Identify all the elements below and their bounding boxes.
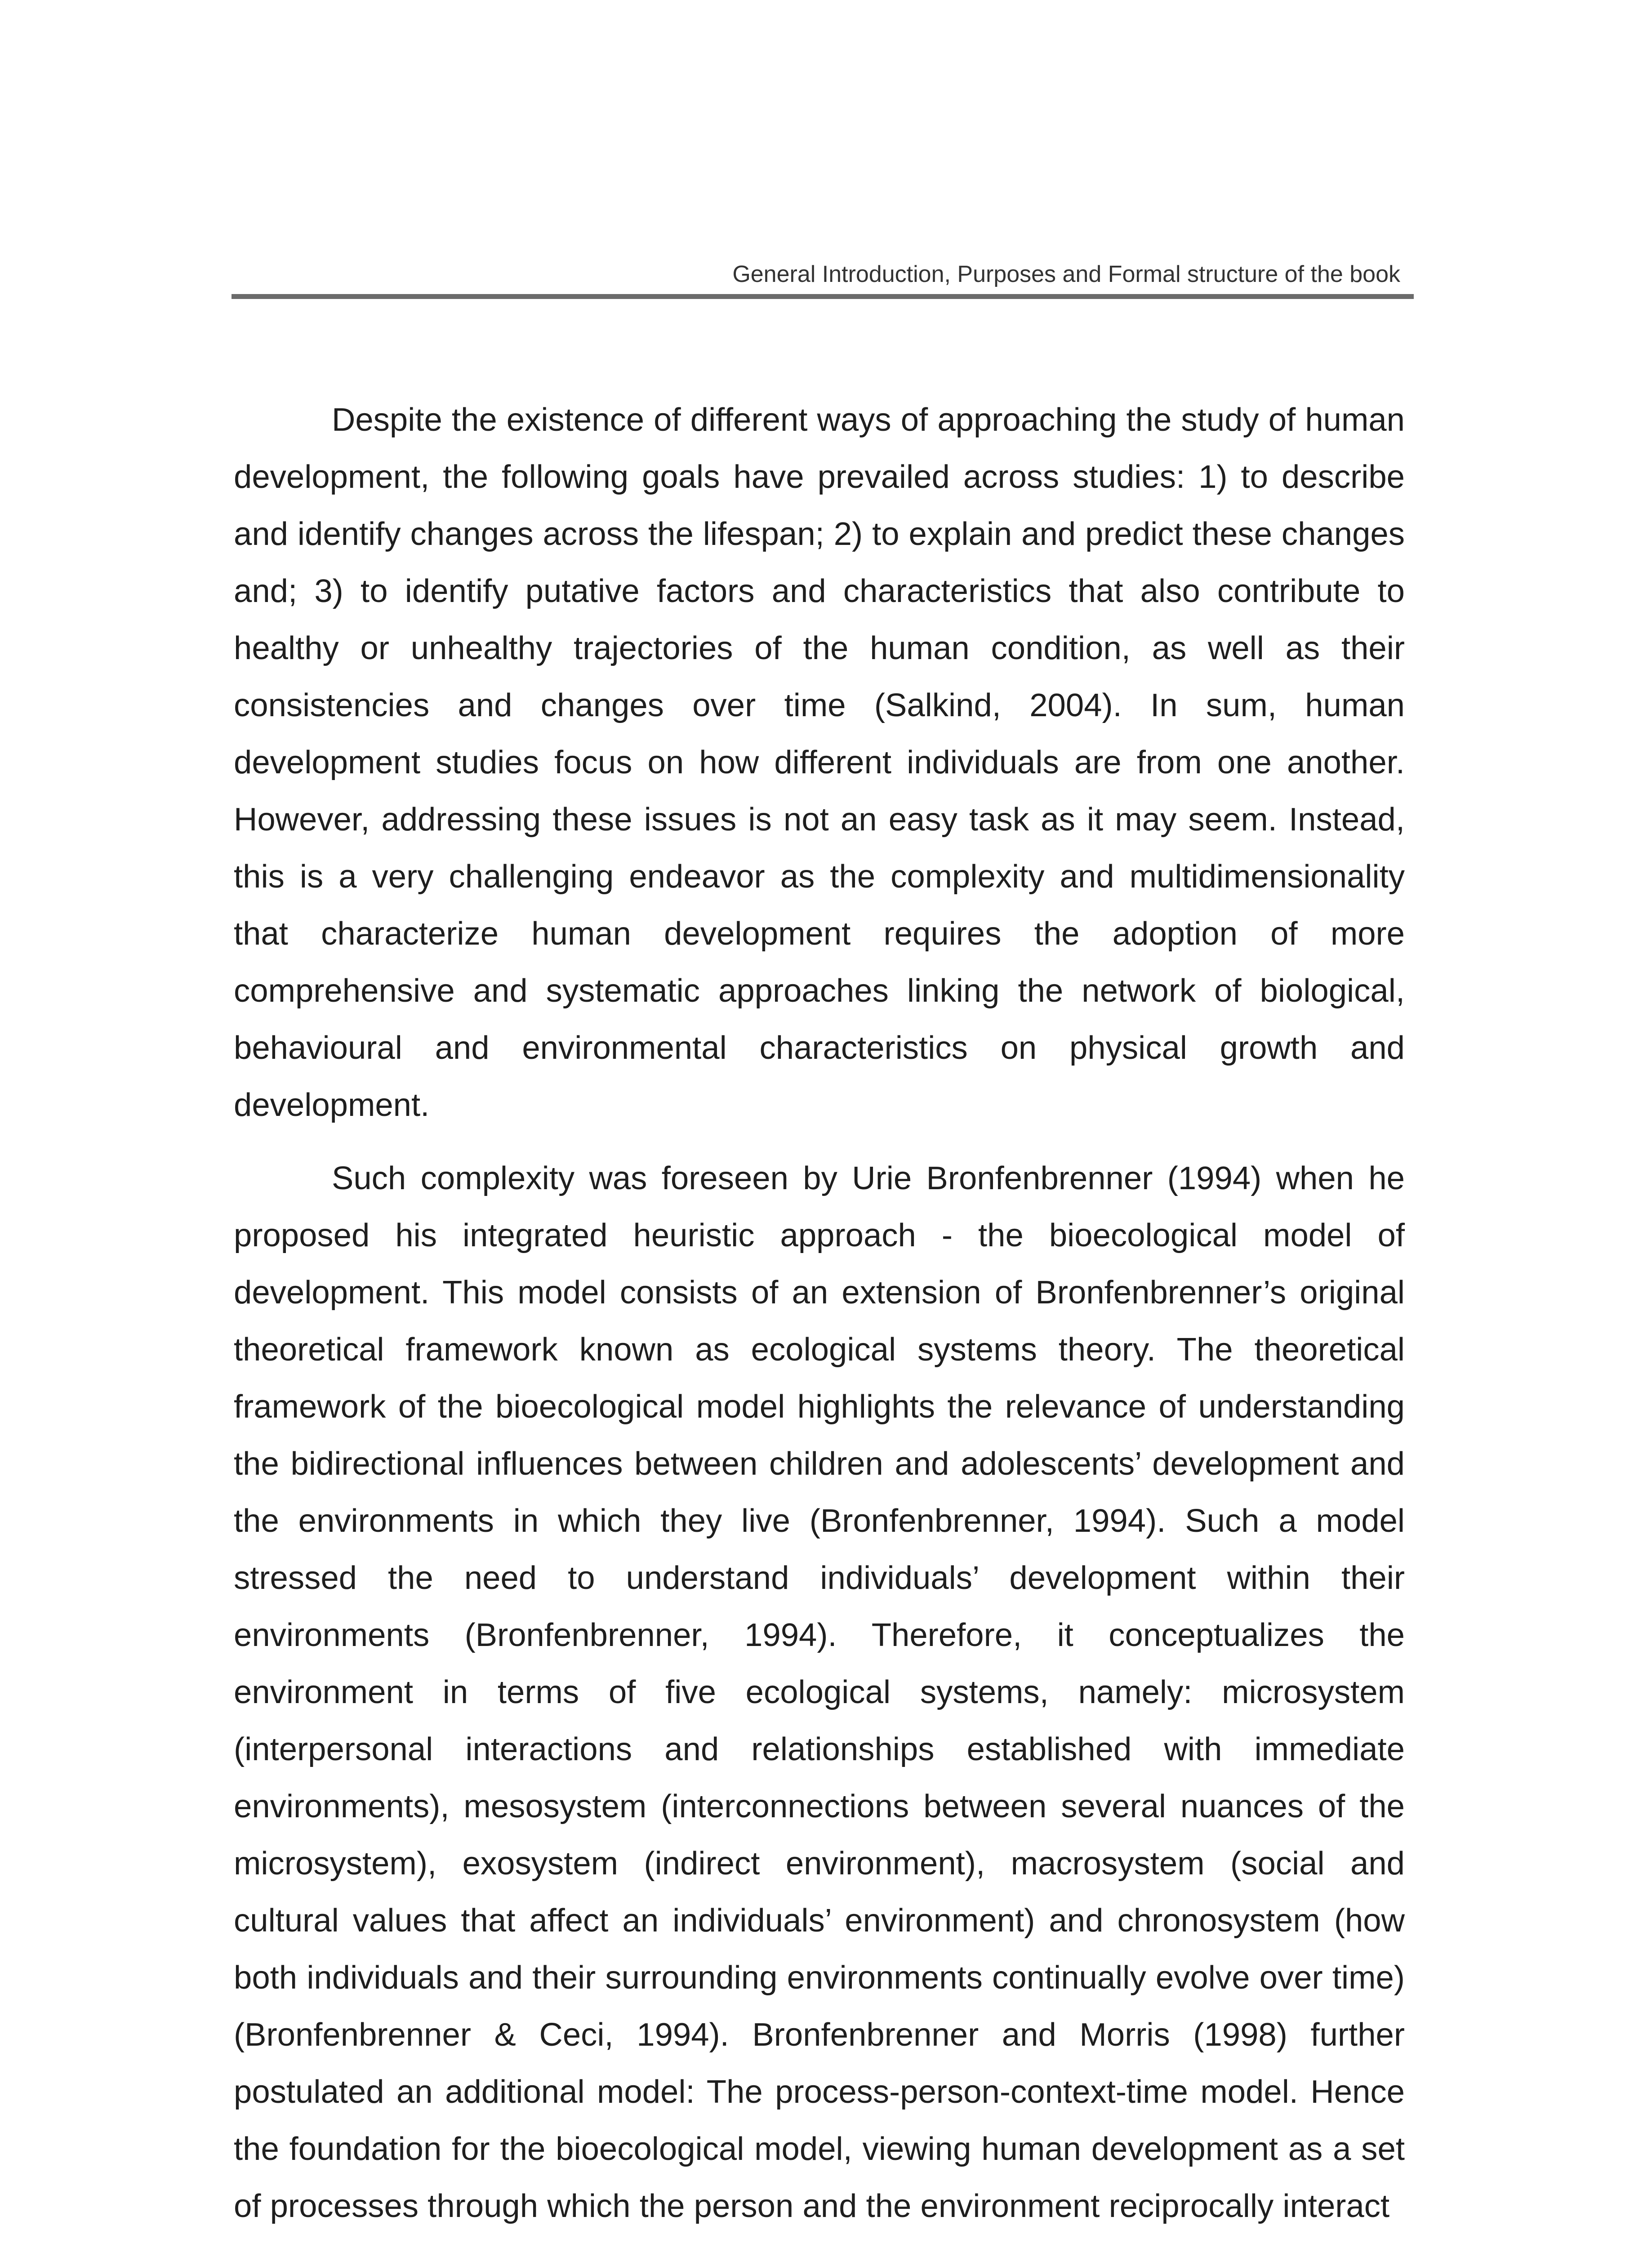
header-rule [232, 294, 1414, 299]
running-header: General Introduction, Purposes and Formal structure of the book [732, 261, 1400, 287]
paragraph-1: Despite the existence of different ways of approaching the study of human development, the following goals have prevailed across studies: 1) to describe and identify changes across the lifespan; 2) to explain and predict these changes and; 3) to identify putative factors and characteristics that also contribute to healthy or unhealthy trajectories of the human condition, as well as their consistencies and changes over time (Salkind, 2004). In sum, human development studies focus on how different individuals are from one another. However, addressing these issues is not an easy task as it may seem. Instead, this is a very challenging endeavor as the complexity and multidimensionality that characterize human development requires the adoption of more comprehensive and systematic approaches linking the network of biological, behavioural and environmental characteristics on physical growth and development. [234, 401, 1405, 1123]
paragraph-2: Such complexity was foreseen by Urie Bronfenbrenner (1994) when he proposed his integrated heuristic approach - the bioecological model of development. This model consists of an extension of Bronfenbrenner’s original theoretical framework known as ecological systems theory. The theoretical framework of the bioecological model highlights the relevance of understanding the bidirectional influences between children and adolescents’ development and the environments in which they live (Bronfenbrenner, 1994). Such a model stressed the need to understand individuals’ development within their environments (Bronfenbrenner, 1994). Therefore, it conceptualizes the environment in terms of five ecological systems, namely: microsystem (interpersonal interactions and relationships established with immediate environments), mesosystem (interconnections between several nuances of the microsystem), exosystem (indirect environment), macrosystem (social and cultural values that affect an individuals’ environment) and chronosystem (how both individuals and their surrounding environments continually evolve over time) (Bronfenbrenner & Ceci, 1994). Bronfenbrenner and Morris (1998) further postulated an additional model: The process-person-context-time model. Hence the foundation for the bioecological model, viewing human development as a set of processes through which the person and the environment reciprocally interact [234, 1160, 1405, 2224]
body-text [234, 391, 1405, 2235]
